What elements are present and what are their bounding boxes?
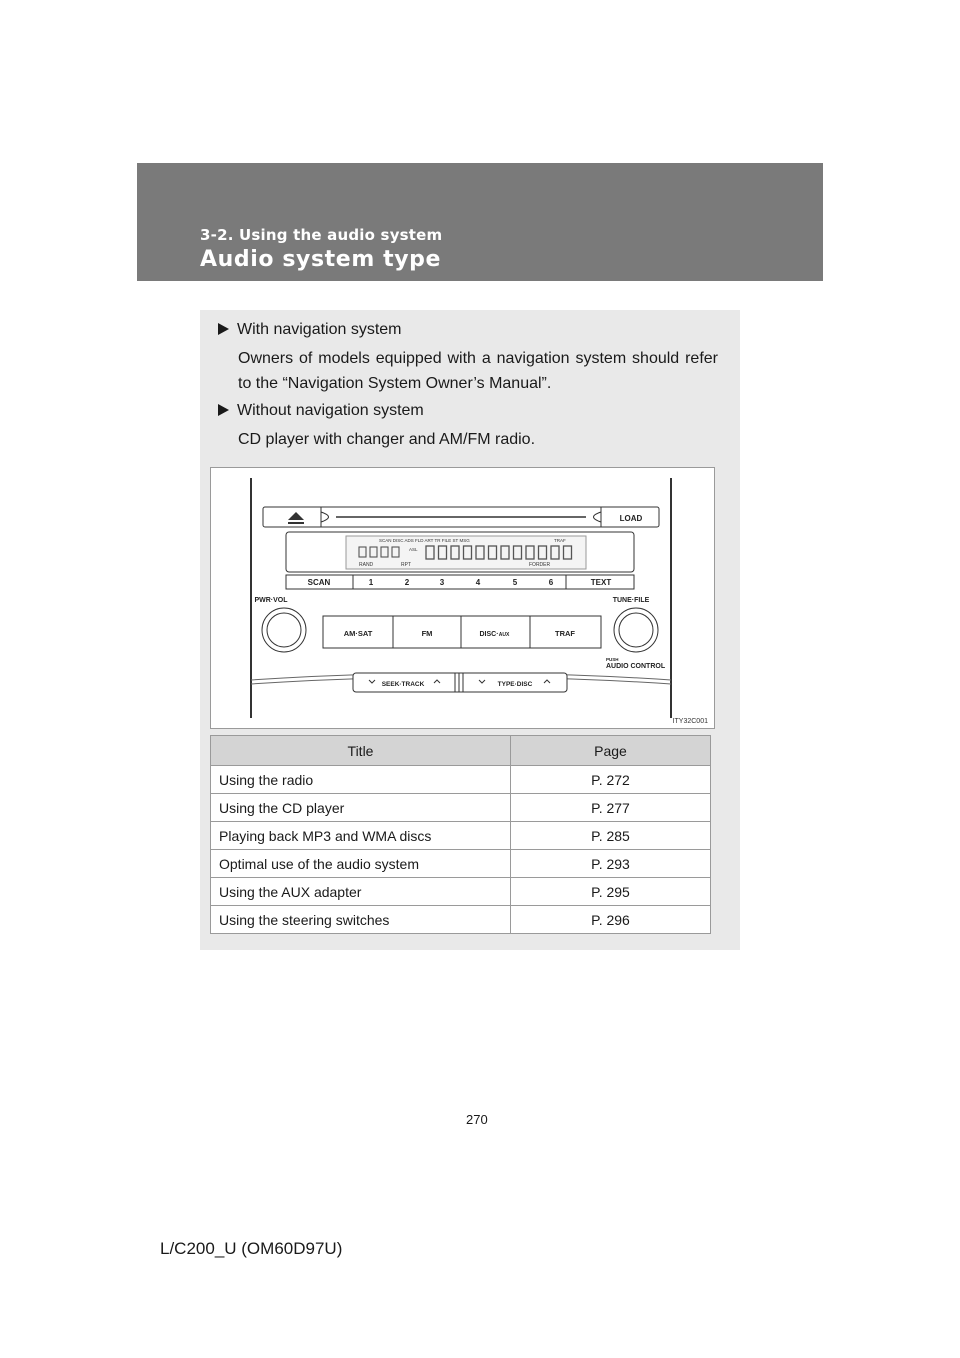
figure-code: ITY32C001 [672, 718, 708, 725]
audio-unit-figure [210, 467, 715, 729]
table-header-row [211, 736, 711, 766]
preset-button-5[interactable]: 5 [512, 578, 518, 587]
row-page: P. 295 [511, 878, 711, 906]
row-title: Using the AUX adapter [211, 878, 511, 906]
text-button[interactable]: TEXT [590, 578, 612, 587]
table-row [211, 906, 711, 934]
table-row [211, 850, 711, 878]
display-asl: ASL [409, 547, 418, 552]
table-row [211, 878, 711, 906]
row-page: P. 277 [511, 794, 711, 822]
bullet-with-navigation [218, 321, 402, 339]
preset-button-2[interactable]: 2 [404, 578, 410, 587]
reference-table [210, 735, 711, 934]
display-indicators: SCAN DISC ADS FLD ART TR FILE ST MSG [379, 538, 470, 543]
bullet-heading: With navigation system [237, 321, 402, 338]
preset-row [286, 575, 634, 589]
row-title: Using the CD player [211, 794, 511, 822]
tune-file-knob[interactable] [614, 608, 658, 652]
row-title: Using the radio [211, 766, 511, 794]
scan-button[interactable]: SCAN [307, 578, 331, 587]
row-title: Playing back MP3 and WMA discs [211, 822, 511, 850]
aux-label: AUX [498, 632, 510, 638]
row-page: P. 285 [511, 822, 711, 850]
triangle-bullet-icon [218, 323, 229, 335]
fm-button[interactable]: FM [421, 629, 433, 638]
display-traf: TRAF [554, 538, 566, 543]
audio-control-label: AUDIO CONTROL [606, 663, 666, 670]
push-label: PUSH [606, 657, 619, 662]
disc-button[interactable]: DISC· [479, 631, 499, 638]
display-rand: RAND [359, 562, 374, 568]
load-label: LOAD [619, 514, 643, 523]
section-label: 3-2. Using the audio system [200, 226, 443, 244]
bullet-body: Owners of models equipped with a navigation system should refer to the “Navigation System Owner’s Manual”. [238, 350, 718, 392]
audio-unit-illustration [211, 468, 714, 728]
bullet-body: CD player with changer and AM/FM radio. [238, 431, 536, 448]
triangle-bullet-icon [218, 404, 229, 416]
page-number: 270 [466, 1112, 488, 1127]
preset-button-4[interactable]: 4 [475, 578, 481, 587]
row-title: Using the steering switches [211, 906, 511, 934]
table-row [211, 822, 711, 850]
table-row [211, 794, 711, 822]
row-page: P. 272 [511, 766, 711, 794]
am-sat-button[interactable]: AM·SAT [343, 629, 373, 638]
display-rpt: RPT [401, 562, 411, 568]
display-folder: FORDER [529, 562, 551, 568]
row-page: P. 293 [511, 850, 711, 878]
eject-icon [288, 512, 304, 524]
type-disc-button[interactable]: TYPE·DISC [497, 681, 533, 688]
pwr-vol-knob[interactable] [262, 608, 306, 652]
row-title: Optimal use of the audio system [211, 850, 511, 878]
column-header-title: Title [211, 736, 511, 766]
column-header-page: Page [511, 736, 711, 766]
seek-track-button[interactable]: SEEK·TRACK [381, 681, 425, 688]
document-code: L/C200_U (OM60D97U) [160, 1239, 343, 1258]
table-row [211, 766, 711, 794]
page-title: Audio system type [200, 247, 442, 272]
tune-file-label: TUNE·FILE [612, 597, 650, 604]
preset-button-6[interactable]: 6 [548, 578, 554, 587]
traf-button[interactable]: TRAF [555, 629, 575, 638]
preset-button-1[interactable]: 1 [368, 578, 374, 587]
bullet-heading: Without navigation system [237, 402, 424, 419]
row-page: P. 296 [511, 906, 711, 934]
preset-button-3[interactable]: 3 [439, 578, 445, 587]
bullet-without-navigation [218, 402, 424, 420]
pwr-vol-label: PWR·VOL [254, 597, 288, 604]
